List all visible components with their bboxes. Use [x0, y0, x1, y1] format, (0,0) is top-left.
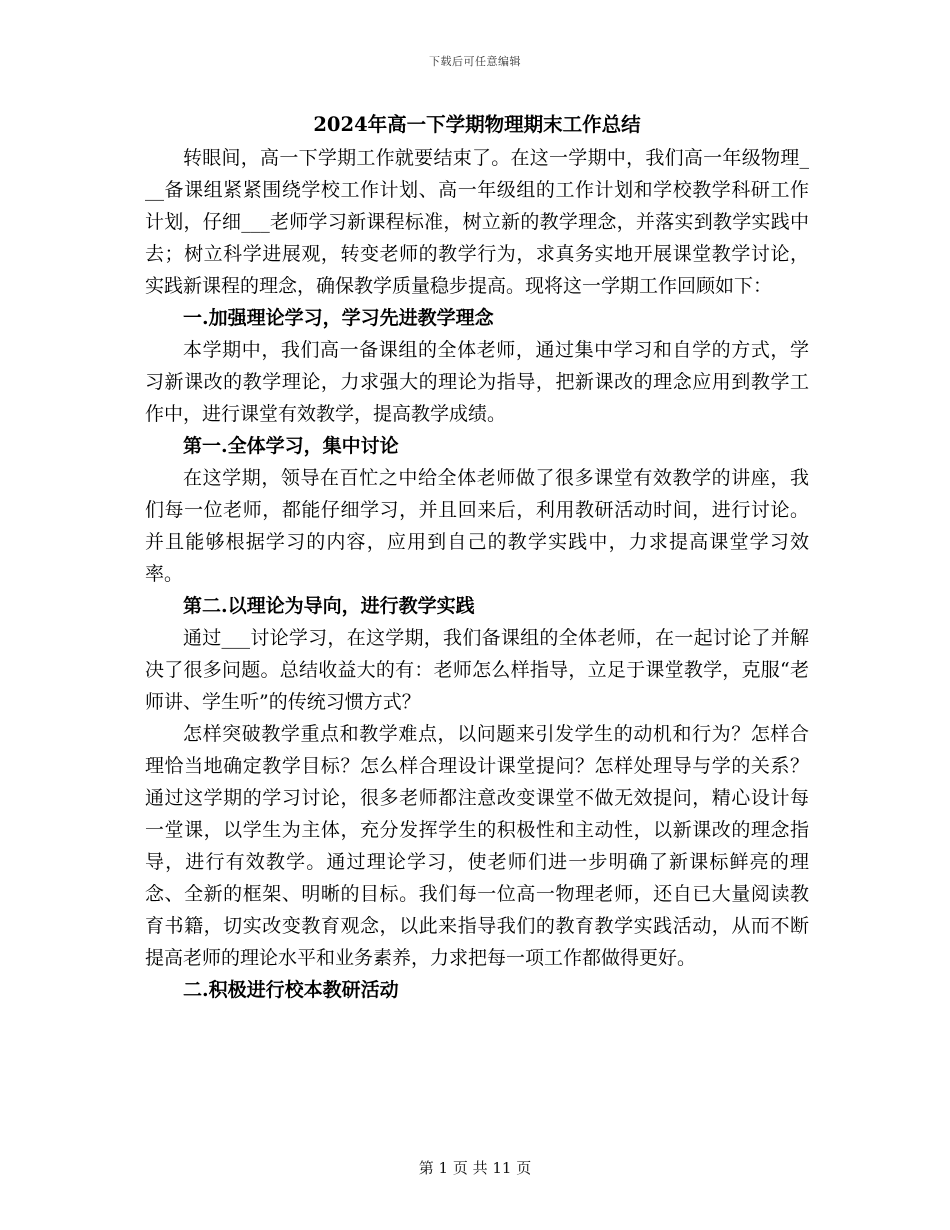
page-header-note: 下载后可任意编辑	[429, 55, 521, 68]
page-number: 第 1 页 共 11 页	[418, 1159, 532, 1177]
document-title: 2024年高一下学期物理期末工作总结	[313, 113, 641, 136]
subsection-heading-1: 第一.全体学习，集中讨论	[183, 435, 399, 457]
body-paragraph: 在这学期，领导在百忙之中给全体老师做了很多课堂有效教学的讲座，我们每一位老师，都能仔细学习，并且回来后，利用教研活动时间，进行讨论。并且能够根据学习的内容，应用到自己的教学实践中，力求提高课堂学习效率。	[145, 467, 809, 585]
body-paragraph: 本学期中，我们高一备课组的全体老师，通过集中学习和自学的方式，学习新课改的教学理论，力求强大的理论为指导，把新课改的理念应用到教学工作中，进行课堂有效教学，提高教学成绩。	[145, 339, 809, 425]
section-heading-1: 一.加强理论学习，学习先进教学理念	[183, 307, 494, 329]
body-paragraph: 通过___讨论学习，在这学期，我们备课组的全体老师，在一起讨论了并解决了很多问题。总结收益大的有：老师怎么样指导，立足于课堂教学，克服“老师讲、学生听”的传统习惯方式？	[145, 627, 809, 713]
section-heading-2: 二.积极进行校本教研活动	[183, 979, 399, 1001]
subsection-heading-2: 第二.以理论为导向，进行教学实践	[183, 595, 475, 617]
document-body	[145, 110, 809, 1006]
intro-paragraph: 转眼间，高一下学期工作就要结束了。在这一学期中，我们高一年级物理___备课组紧紧围绕学校工作计划、高一年级组的工作计划和学校教学科研工作计划，仔细___老师学习新课程标准，树立新的教学理念，并落实到教学实践中去；树立科学进展观，转变老师的教学行为，求真务实地开展课堂教学讨论，实践新课程的理念，确保教学质量稳步提高。现将这一学期工作回顾如下：	[145, 147, 809, 297]
body-paragraph: 怎样突破教学重点和教学难点，以问题来引发学生的动机和行为？怎样合理恰当地确定教学目标？怎么样合理设计课堂提问？怎样处理导与学的关系？通过这学期的学习讨论，很多老师都注意改变课堂不做无效提问，精心设计每一堂课，以学生为主体，充分发挥学生的积极性和主动性，以新课改的理念指导，进行有效教学。通过理论学习，使老师们进一步明确了新课标鲜亮的理念、全新的框架、明晰的目标。我们每一位高一物理老师，还自已大量阅读教育书籍，切实改变教育观念，以此来指导我们的教育教学实践活动，从而不断提高老师的理论水平和业务素养，力求把每一项工作都做得更好。	[145, 723, 809, 969]
